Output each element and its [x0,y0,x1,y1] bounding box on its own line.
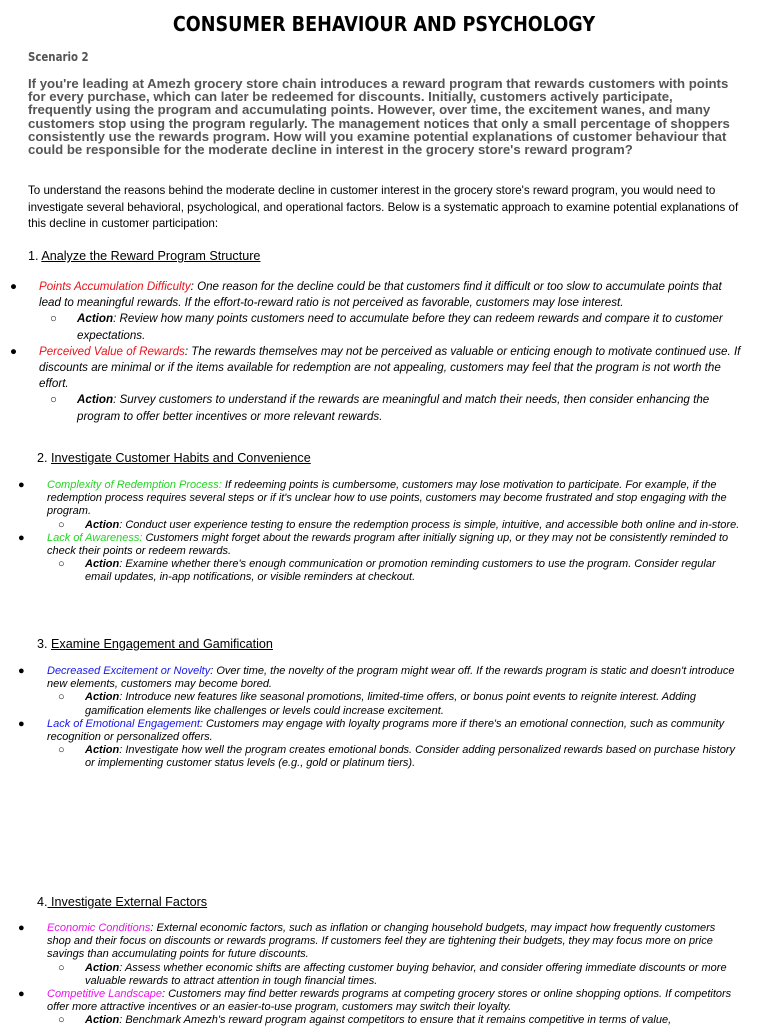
bullet-icon: ● [18,922,25,934]
section-heading [37,637,273,651]
item-text: : Over time, the novelty of the program might wear off. If the rewards program is static and doesn't introduce new elements, customers may become bored. [47,665,735,691]
item-text: : One reason for the decline could be that customers find it difficult or too slow to accumulate points that lead to meaningful rewards. If the effort-to-reward ratio is not perceived as favorable, customers may lose interest. [39,280,722,310]
item-text: : The rewards themselves may not be perceived as valuable or enticing enough to motivate continued use. If discounts are minimal or if the items available for redemption are not appealing, customers may feel that the program is not worth the effort. [39,344,741,391]
item-text: : Customers may engage with loyalty programs more if there's an emotional connection, such as community recognition or personalized offers. [47,717,725,744]
circle-bullet-icon: ○ [58,691,65,704]
action-label: Action [77,312,114,326]
action-text: : Investigate how well the program creates emotional bonds. Consider adding personalized rewards based on purchase history or implementing customer status levels (e.g., gold or platinum tiers). [85,744,735,770]
item-term: Decreased Excitement or Novelty [47,665,211,677]
document-title: CONSUMER BEHAVIOUR AND PSYCHOLOGY [172,12,596,36]
action-text: : Introduce new features like seasonal promotions, limited-time offers, or bonus point events to reignite interest. Adding gamification elements like challenges or levels could increase excitement. [85,691,697,717]
action-item [0,558,742,584]
circle-bullet-icon: ○ [58,518,65,531]
list-item [0,479,742,519]
item-term: Economic Conditions [47,922,151,934]
section-number: 4. [37,895,48,909]
list-item [0,532,742,558]
item-term: Complexity of Redemption Process: [47,479,222,491]
action-label: Action [85,558,120,571]
circle-bullet-icon: ○ [58,961,65,974]
circle-bullet-icon: ○ [50,393,58,407]
action-text: : Examine whether there's enough communication or promotion reminding customers to use the program. Consider regular email updates, in-app notifications, or visible reminders at checkout. [85,558,716,584]
action-item [0,311,746,343]
section-4-list [0,922,742,1028]
action-label: Action [85,961,120,974]
section-number: 1. [28,249,39,263]
action-label: Action [85,691,120,704]
action-item [0,519,742,532]
action-text: : Review how many points customers need to accumulate before they can redeem rewards and compare it to customer expectations. [77,312,723,342]
bullet-icon: ● [10,344,18,358]
action-label: Action [77,393,114,407]
section-title: Investigate External Factors [47,895,208,909]
bullet-icon: ● [10,280,18,293]
action-item [0,962,742,988]
item-text: : Customers may find better rewards programs at competing grocery stores or online shopping options. If competitors offer more attractive incentives or an easier-to-use program, customers may switch their loyalty. [47,988,732,1014]
circle-bullet-icon: ○ [58,744,65,757]
item-text: If redeeming points is cumbersome, customers may lose motivation to participate. For example, if the redemption process requires several steps or if it's unclear how to use points, customers may become frustrated and stop engaging with the program. [47,479,727,518]
section-title: Analyze the Reward Program Structure [41,249,261,263]
item-term: Competitive Landscape [47,988,162,1001]
action-label: Action [85,1014,120,1027]
bullet-icon: ● [18,531,25,544]
bullet-icon: ● [18,479,25,491]
list-item [0,665,742,691]
list-item [0,279,746,311]
circle-bullet-icon: ○ [50,312,58,326]
action-text: : Conduct user experience testing to ensure the redemption process is simple, intuitive, and accessible both online and in-store. [119,518,740,531]
item-text: : External economic factors, such as inflation or changing household budgets, may impact how frequently customers shop and their focus on discounts or rewards programs. If customers feel they are tightening their budgets, they may focus more on price savings than accumulating points for future discounts. [47,922,716,961]
action-item [0,691,742,717]
section-number: 2. [37,451,48,465]
scenario-question: If you're leading at Amezh grocery store chain introduces a reward program that rewards customers with points for every purchase, which can later be redeemed for discounts. Initially, customers actively participate, frequently using the program and accumulating points. However, over time, the excitement wanes, and many customers stop using the program regularly. The management notices that only a small percentage of shoppers consistently use the rewards program. How will you examine potential explanations of customer behaviour that could be responsible for the moderate decline in interest in the grocery store's reward program? [28,76,730,158]
list-item [0,718,742,744]
section-3-list [0,665,742,771]
item-term: Points Accumulation Difficulty [39,280,191,293]
item-text: Customers might forget about the rewards program after initially signing up, or they may not be consistently reminded to check their points or redeem rewards. [47,531,729,558]
action-item [0,744,742,770]
bullet-icon: ● [18,988,25,1001]
circle-bullet-icon: ○ [58,1014,65,1027]
list-item [0,922,742,962]
section-heading [37,895,207,909]
action-label: Action [85,744,120,757]
section-2-list [0,479,742,585]
list-item [0,344,746,393]
section-number: 3. [37,637,48,651]
action-item [0,1014,742,1027]
scenario-label: Scenario 2 [28,50,89,64]
circle-bullet-icon: ○ [58,558,65,571]
item-term: Lack of Awareness: [47,531,143,544]
item-term: Perceived Value of Rewards [39,344,185,358]
action-text: : Survey customers to understand if the rewards are meaningful and match their needs, then consider enhancing the program to offer better incentives or more relevant rewards. [77,393,710,423]
action-item [0,392,746,424]
action-text: : Assess whether economic shifts are affecting customer buying behavior, and consider offering immediate discounts or more valuable rewards to attract attention in tough financial times. [85,961,727,987]
section-title: Examine Engagement and Gamification [51,637,273,651]
bullet-icon: ● [18,717,25,730]
action-label: Action [85,518,120,531]
section-title: Investigate Customer Habits and Convenience [51,451,311,465]
bullet-icon: ● [18,665,25,677]
section-1-list [0,279,746,425]
list-item [0,988,742,1014]
section-heading [37,451,311,465]
item-term: Lack of Emotional Engagement [47,717,200,730]
action-text: : Benchmark Amezh's reward program against competitors to ensure that it remains competitive in terms of value, [119,1014,672,1027]
section-heading [28,249,260,263]
intro-paragraph: To understand the reasons behind the moderate decline in customer interest in the grocery store's reward program, you would need to investigate several behavioral, psychological, and operational factors. Below is a systematic approach to examine potential explanations of this decline in customer participation: [28,184,739,230]
